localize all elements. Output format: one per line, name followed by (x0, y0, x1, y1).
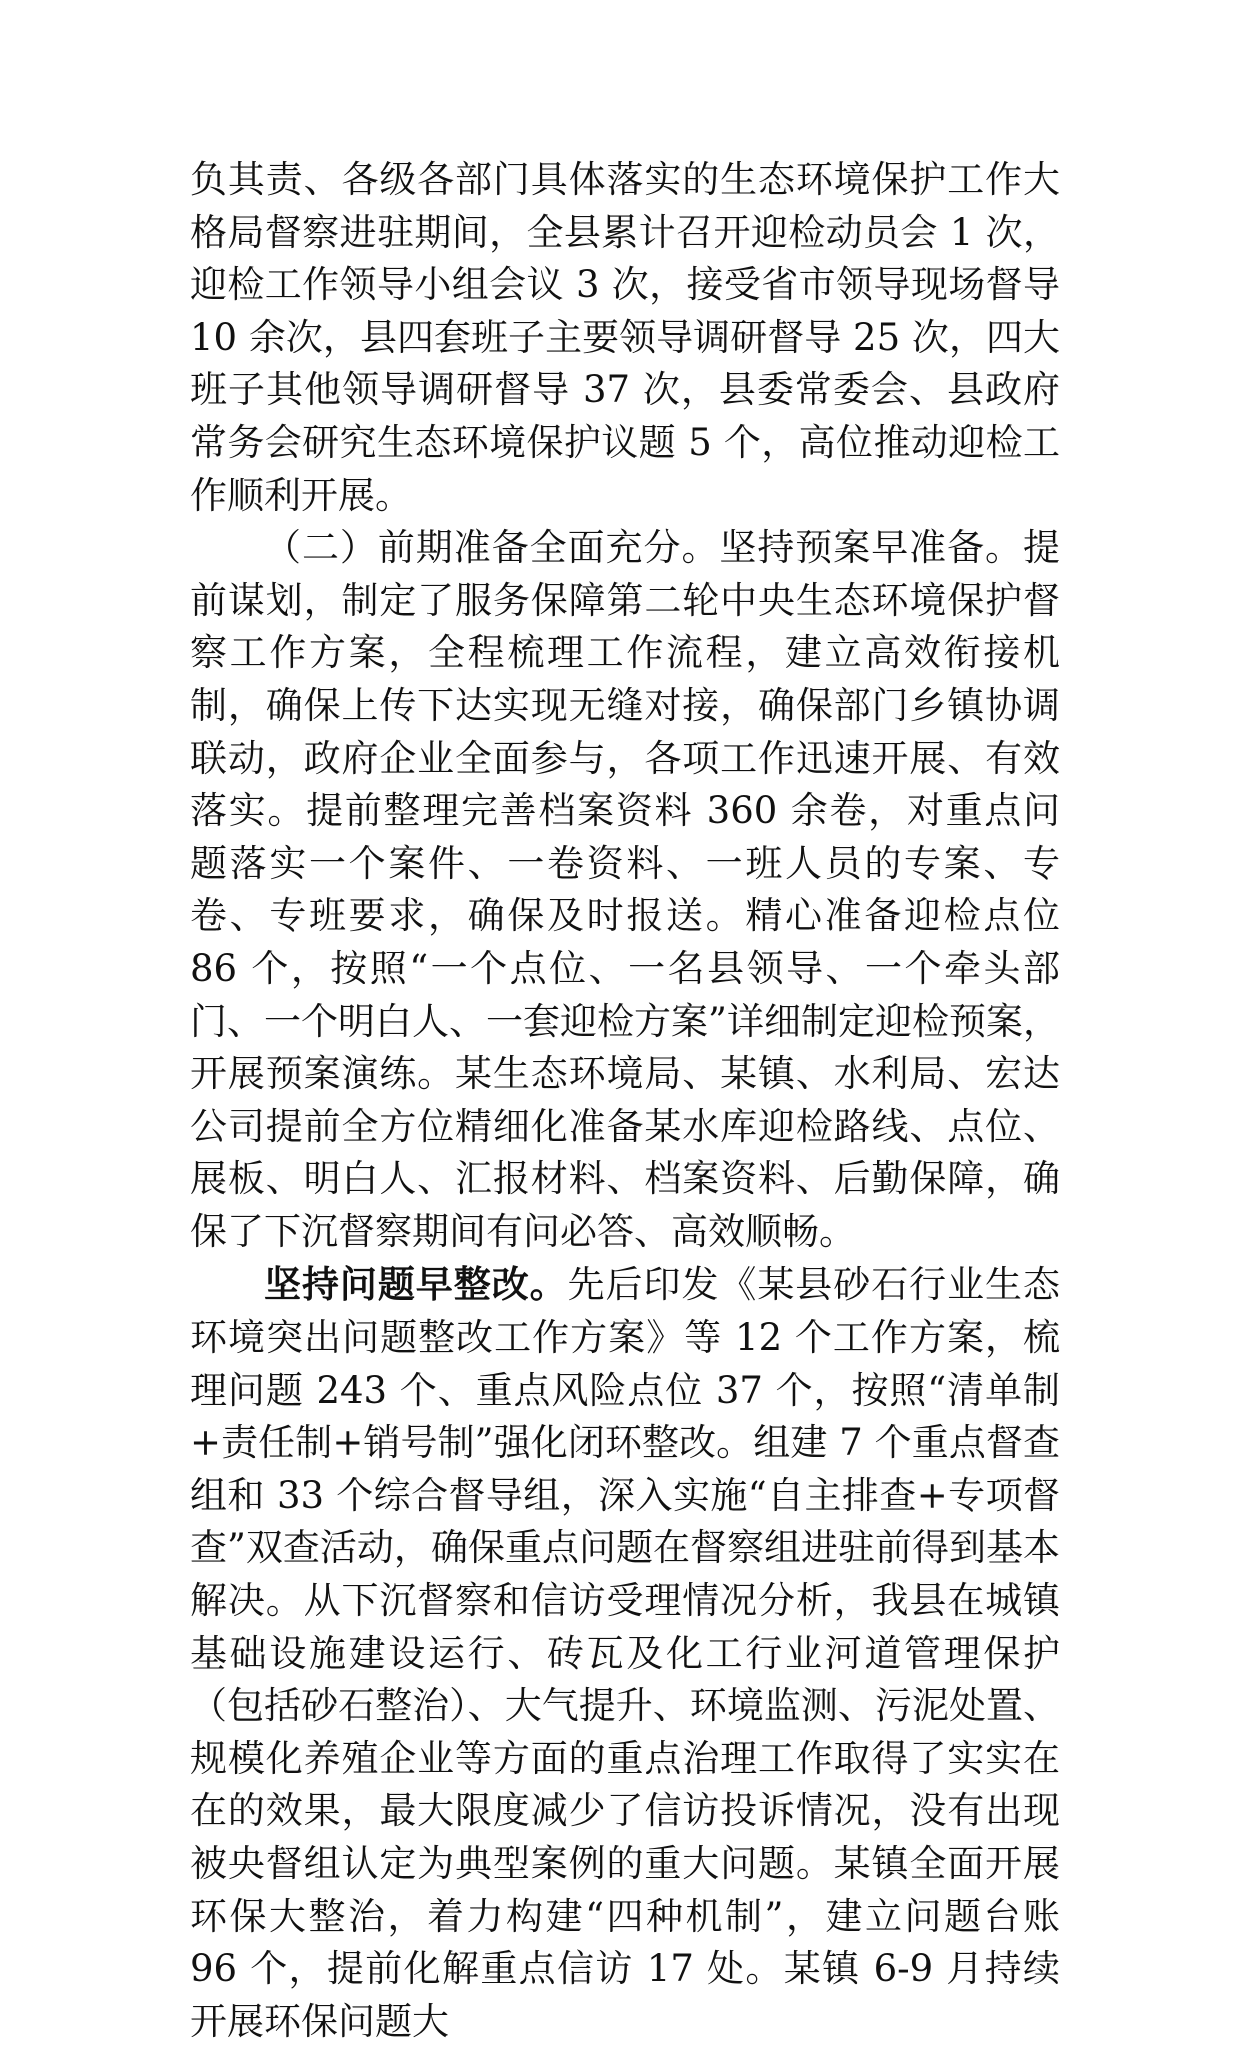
paragraph-3-lead: 坚持问题早整改。 (264, 1262, 568, 1307)
paragraph-1-text: 负其责、各级各部门具体落实的生态环境保护工作大格局督察进驻期间，全县累计召开迎检动员会 1 次，迎检工作领导小组会议 3 次，接受省市领导现场督导 10 余次，县四套班子主要领导调研督导 25 次，四大班子其他领导调研督导 37 次，县委常委会、县政府常务会研究生态环境保护议题 5 个，高位推动迎检工作顺利开展。 (190, 158, 1060, 517)
paragraph-1 (190, 154, 1060, 522)
paragraph-3-text: 先后印发《某县砂石行业生态环境突出问题整改工作方案》等 12 个工作方案，梳理问题 243 个、重点风险点位 37 个，按照“清单制+责任制+销号制”强化闭环整改。组建 7 个重点督查组和 33 个综合督导组，深入实施“自主排查+专项督查”双查活动，确保重点问题在督察组进驻前得到基本解决。从下沉督察和信访受理情况分析，我县在城镇基础设施建设运行、砖瓦及化工行业河道管理保护（包括砂石整治）、大气提升、环境监测、污泥处置、规模化养殖企业等方面的重点治理工作取得了实实在在的效果，最大限度减少了信访投诉情况，没有出现被央督组认定为典型案例的重大问题。某镇全面开展环保大整治，着力构建“四种机制”，建立问题台账 96 个，提前化解重点信访 17 处。某镇 6-9 月持续开展环保问题大 (190, 1263, 1061, 2043)
paragraph-2-text: （二）前期准备全面充分。坚持预案早准备。提前谋划，制定了服务保障第二轮中央生态环境保护督察工作方案，全程梳理工作流程，建立高效衔接机制，确保上传下达实现无缝对接，确保部门乡镇协调联动，政府企业全面参与，各项工作迅速开展、有效落实。提前整理完善档案资料 360 余卷，对重点问题落实一个案件、一卷资料、一班人员的专案、专卷、专班要求，确保及时报送。精心准备迎检点位 86 个，按照“一个点位、一名县领导、一个牵头部门、一个明白人、一套迎检方案”详细制定迎检预案，开展预案演练。某生态环境局、某镇、水利局、宏达公司提前全方位精细化准备某水库迎检路线、点位、展板、明白人、汇报材料、档案资料、后勤保障，确保了下沉督察期间有问必答、高效顺畅。 (190, 526, 1060, 1253)
document-body (190, 154, 1060, 2048)
paragraph-3 (190, 1258, 1060, 2048)
paragraph-2 (190, 522, 1060, 1258)
